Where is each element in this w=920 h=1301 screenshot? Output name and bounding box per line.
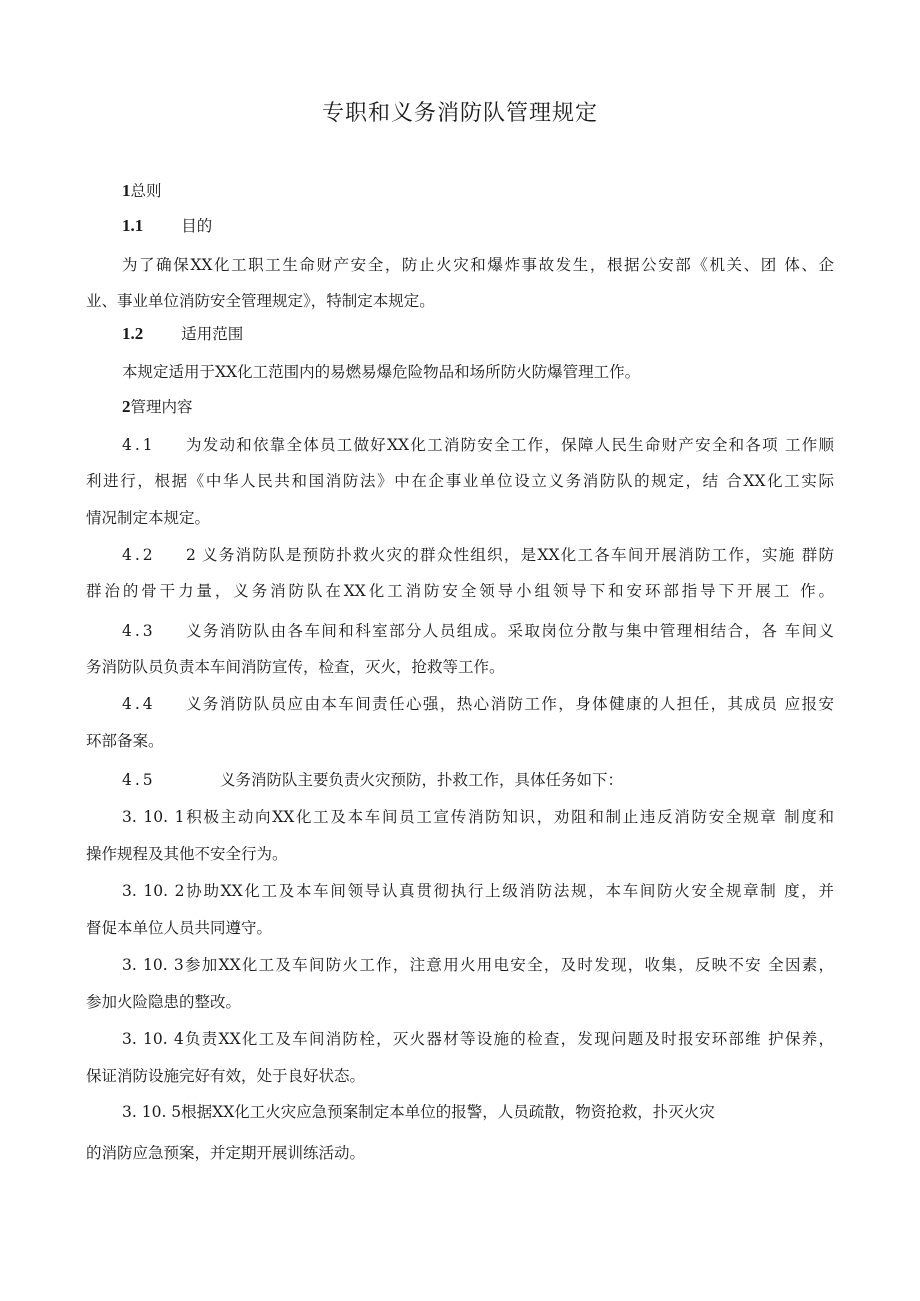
- subsection-title: 适用范围: [181, 325, 244, 343]
- subsection-number: 1.2: [122, 324, 144, 343]
- paragraph-text: 义务消防队主要负责火灾预防，扑救工作，具体任务如下：: [220, 771, 624, 789]
- paragraph-line: 环部备案。: [86, 732, 164, 750]
- task-item-line: 3. 10. 1积极主动向XX化工及本车间员工宣传消防知识，劝阻和制止违反消防安全规章 制度和: [122, 808, 834, 826]
- paragraph-line: 情况制定本规定。: [86, 509, 211, 527]
- numbered-paragraph-line: [122, 769, 623, 791]
- paragraph-number: 4.4: [122, 695, 156, 713]
- paragraph-text: 义务消防队由各车间和科室部分人员组成。采取岗位分散与集中管理相结合，各 车间义: [186, 622, 834, 640]
- subsection-title: 目的: [181, 217, 213, 235]
- subsection-number: 1.1: [122, 216, 144, 235]
- paragraph-line: 保证消防设施完好有效，处于良好状态。: [86, 1067, 366, 1085]
- numbered-paragraph-line: [122, 544, 834, 566]
- paragraph-number: 4.5: [122, 771, 156, 789]
- paragraph-line: 参加火险隐患的整改。: [86, 993, 242, 1011]
- paragraph-line: 督促本单位人员共同遵守。: [86, 919, 273, 937]
- paragraph-text: 义务消防队员应由本车间责任心强，热心消防工作，身体健康的人担任，其成员 应报安: [186, 695, 834, 713]
- paragraph-line: 为了确保XX化工职工生命财产安全，防止火灾和爆炸事故发生，根据公安部《机关、团 体、企: [122, 256, 834, 274]
- section-heading: [122, 396, 193, 418]
- task-item-line: 3. 10. 4负责XX化工及车间消防栓，灭火器材等设施的检查，发现问题及时报安环部维 护保养，: [122, 1030, 834, 1048]
- subsection-heading: [122, 215, 212, 237]
- paragraph-line: 操作规程及其他不安全行为。: [86, 845, 288, 863]
- paragraph-line: 业、事业单位消防安全管理规定》，特制定本规定。: [86, 292, 435, 310]
- task-item-line: 3. 10. 5根据XX化工火灾应急预案制定本单位的报警，人员疏散，物资抢救，扑灭火灾: [122, 1103, 715, 1121]
- paragraph-number: 4.1: [122, 436, 156, 454]
- task-item-line: 3. 10. 2协助XX化工及本车间领导认真贯彻执行上级消防法规，本车间防火安全规章制 度，并: [122, 882, 834, 900]
- section-number: 1: [122, 181, 131, 200]
- section-heading: [122, 180, 162, 202]
- section-title: 总则: [130, 182, 162, 200]
- paragraph-text: 2 义务消防队是预防扑救火灾的群众性组织，是XX化工各车间开展消防工作，实施 群防: [186, 546, 834, 564]
- paragraph-line: 务消防队员负责本车间消防宣传，检查，灭火，抢救等工作。: [86, 658, 505, 676]
- paragraph-number: 4.3: [122, 622, 156, 640]
- paragraph-line: 群治的骨干力量，义务消防队在XX化工消防安全领导小组领导下和安环部指导下开展工 作。: [86, 582, 834, 600]
- section-title: 管理内容: [130, 398, 193, 416]
- numbered-paragraph-line: [122, 693, 834, 715]
- task-item-line: 3. 10. 3参加XX化工及车间防火工作，注意用火用电安全，及时发现，收集，反映不安 全因素，: [122, 956, 834, 974]
- paragraph-line: 的消防应急预案，并定期开展训练活动。: [86, 1144, 366, 1162]
- subsection-heading: [122, 323, 243, 345]
- document-title: 专职和义务消防队管理规定: [321, 101, 598, 126]
- numbered-paragraph-line: [122, 434, 834, 456]
- section-number: 2: [122, 397, 131, 416]
- paragraph-number: 4.2: [122, 546, 156, 564]
- paragraph-line: 本规定适用于XX化工范围内的易燃易爆危险物品和场所防火防爆管理工作。: [122, 363, 641, 381]
- paragraph-text: 为发动和依靠全体员工做好XX化工消防安全工作，保障人民生命财产安全和各项 工作顺: [186, 436, 834, 454]
- paragraph-line: 利进行，根据《中华人民共和国消防法》中在企事业单位设立义务消防队的规定，结 合XX化工实际: [86, 472, 834, 490]
- numbered-paragraph-line: [122, 620, 834, 642]
